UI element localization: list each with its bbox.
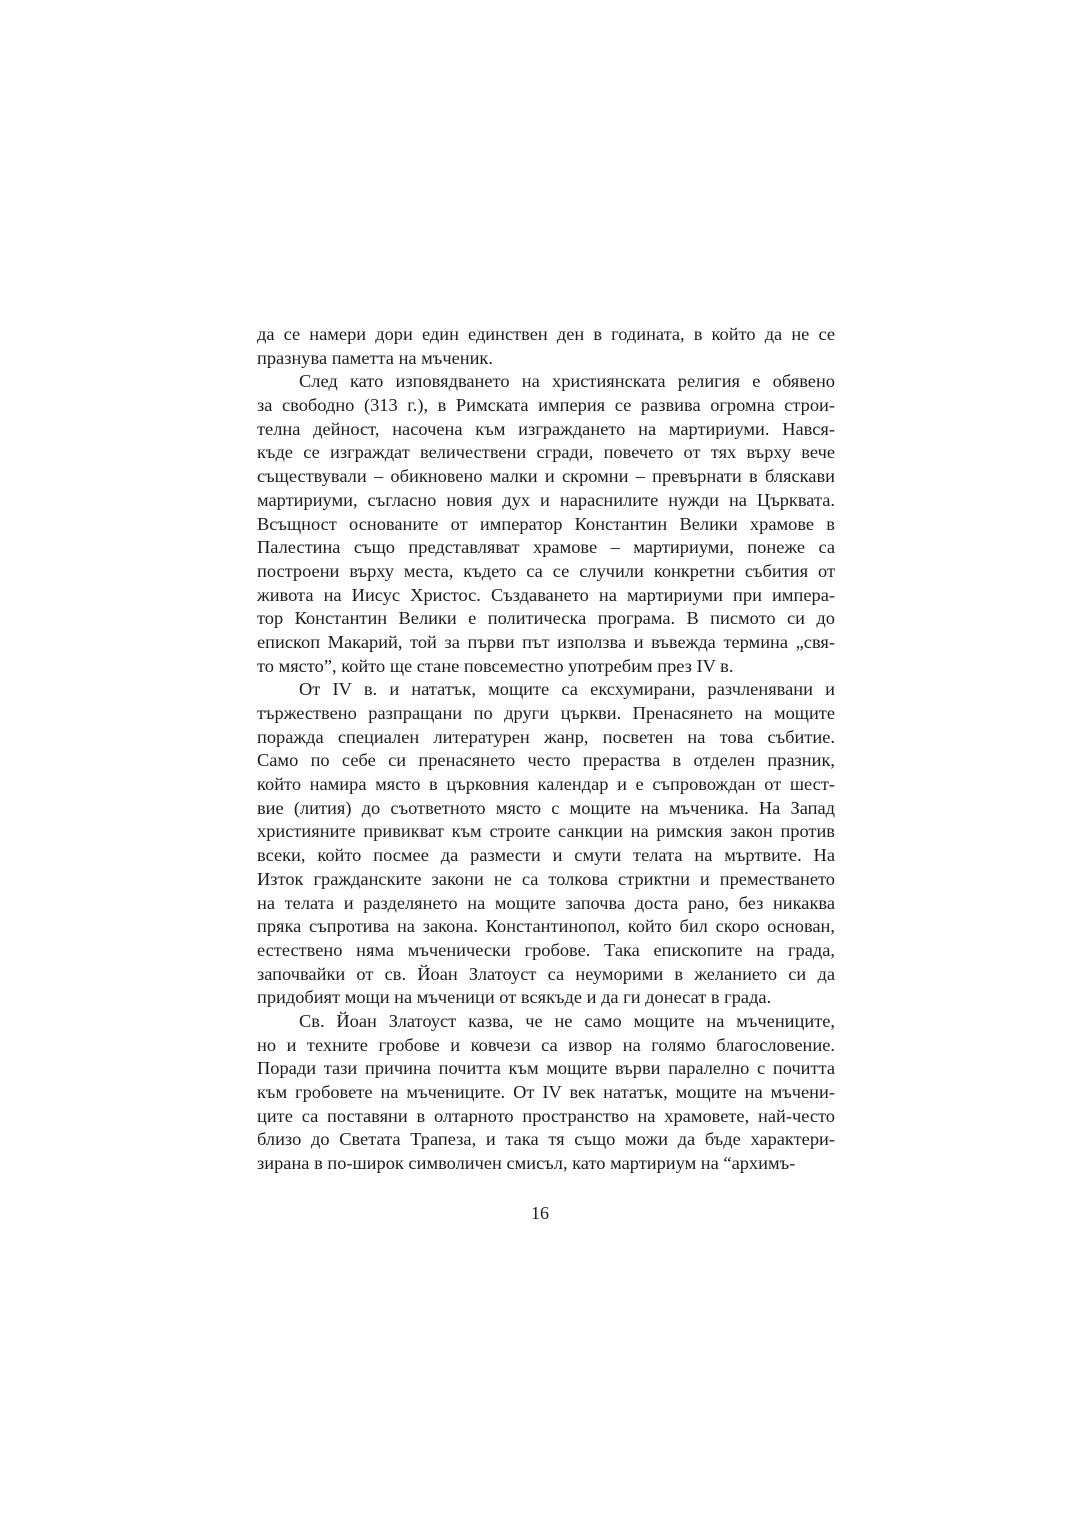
- paragraph: [257, 678, 835, 1010]
- text-line: на телата и разделянето на мощите започва доста рано, без никаква: [257, 892, 835, 913]
- text-line: към гробовете на мъчениците. От IV век нататък, мощите на мъчени-: [257, 1082, 835, 1102]
- text-line: Поради тази причина почитта към мощите върви паралелно с почитта: [257, 1058, 835, 1079]
- text-line: Св. Йоан Златоуст казва, че не само мощите на мъчениците,: [299, 1010, 835, 1031]
- text-line: тържествено разпращани по други църкви. Пренасянето на мощите: [257, 703, 835, 723]
- text-line: за свободно (313 г.), в Римската империя се развива огромна строи-: [257, 395, 835, 416]
- text-line: поражда специален литературен жанр, посветен на това събитие.: [257, 726, 835, 747]
- text-line: тор Константин Велики е политическа програма. В писмото си до: [257, 608, 835, 629]
- text-line: естествено няма мъченически гробове. Така епископите на града,: [257, 939, 835, 960]
- body-text: [257, 323, 835, 1176]
- text-line: който намира място в църковния календар и е съпровождан от шест-: [257, 774, 835, 795]
- text-line: празнува паметта на мъченик.: [257, 347, 493, 368]
- page-number: 16: [531, 1203, 549, 1223]
- text-line: ците са поставяни в олтарното пространство на храмовете, най-често: [257, 1105, 835, 1126]
- text-line: вие (лития) до съответното място с мощите на мъченика. На Запад: [257, 797, 835, 818]
- text-line: мартириуми, съгласно новия дух и нараснилите нужди на Църквата.: [257, 489, 835, 510]
- text-line: всеки, който посмее да размести и смути телата на мъртвите. На: [257, 845, 835, 866]
- text-line: придобият мощи на мъченици от всякъде и да ги донесат в града.: [257, 987, 772, 1008]
- text-line: епископ Макарий, той за първи път използва и въвежда термина „свя-: [257, 631, 835, 652]
- text-line: зирана в по-широк символичен смисъл, като мартириум на “архимъ-: [257, 1153, 796, 1174]
- text-line: Изток гражданските закони не са толкова стриктни и преместването: [257, 868, 835, 889]
- text-line: то място”, който ще стане повсеместно употребим през IV в.: [257, 655, 734, 676]
- text-line: християните привикват към строите санкции на римския закон против: [257, 821, 835, 842]
- paragraph: [257, 323, 835, 370]
- text-line: пряка съпротива на закона. Константинопол, който бил скоро основан,: [257, 916, 835, 937]
- text-line: Всъщност основаните от император Константин Велики храмове в: [257, 513, 835, 534]
- paragraph: [257, 370, 835, 678]
- text-line: но и техните гробове и ковчези са извор на голямо благословение.: [257, 1034, 835, 1055]
- text-line: живота на Иисус Христос. Създаването на мартириуми при импера-: [257, 584, 835, 605]
- text-line: започвайки от св. Йоан Златоуст са неуморими в желанието си да: [257, 963, 835, 984]
- text-line: да се намери дори един единствен ден в годината, в който да не се: [257, 324, 835, 344]
- text-line: След като изповядването на християнската религия е обявено: [299, 371, 835, 392]
- text-line: Палестина също представляват храмове – мартириуми, понеже са: [257, 537, 835, 558]
- text-line: близо до Светата Трапеза, и така тя също можи да бъде характери-: [257, 1129, 835, 1150]
- paragraph: [257, 1010, 835, 1176]
- text-line: телна дейност, насочена към изграждането на мартириуми. Нався-: [257, 418, 835, 439]
- text-line: къде се изграждат величествени сгради, повечето от тях върху вече: [257, 442, 835, 463]
- text-line: съществували – обикновено малки и скромни – превърнати в бляскави: [257, 466, 835, 487]
- text-line: построени върху места, където са се случили конкретни събития от: [257, 560, 835, 581]
- text-line: Само по себе си пренасянето често прераства в отделен празник,: [257, 750, 835, 771]
- text-line: От IV в. и нататък, мощите са ексхумирани, разчленявани и: [299, 679, 835, 700]
